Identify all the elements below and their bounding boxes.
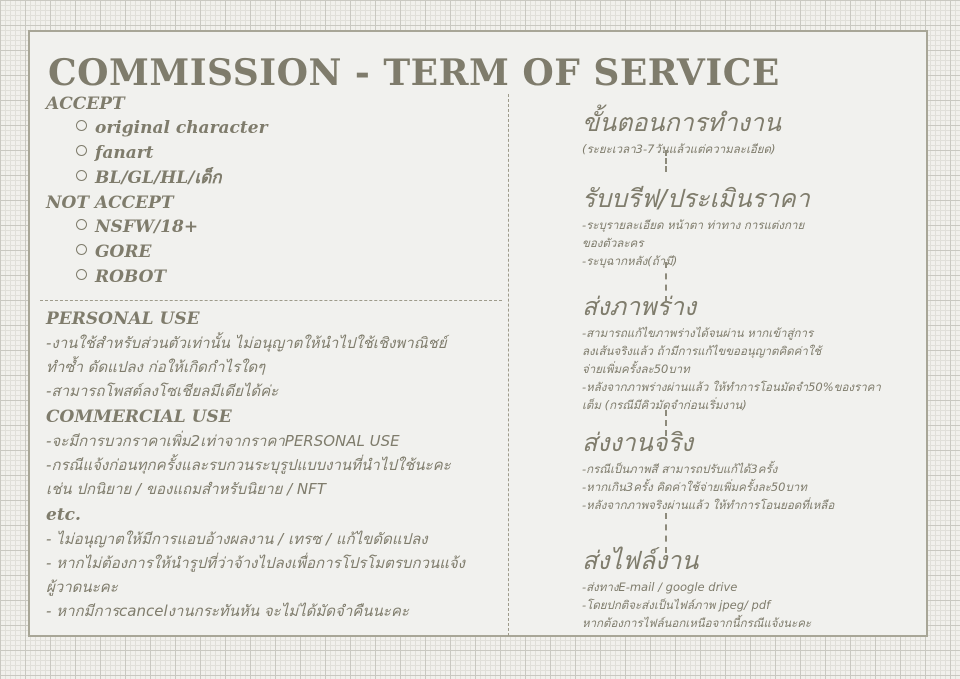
step-line: -หลังจากภาพร่างผ่านแล้ว ให้ทำการโอนมัดจำ50%ของราคา <box>582 380 881 394</box>
step-line: -ระบุรายละเอียด หน้าตา ท่าทาง การแต่งกาย <box>582 218 805 232</box>
step-line: หากต้องการไฟล์นอกเหนือจากนี้กรณีแจ้งนะคะ <box>582 616 812 630</box>
etc-line: ผู้วาดนะคะ <box>46 578 118 596</box>
etc-line: - หากไม่ต้องการให้นำรูปที่ว่าจ้างไปลงเพื่อการโปรโมตรบกวนแจ้ง <box>46 554 465 572</box>
personal-use-heading: PERSONAL USE <box>46 309 200 329</box>
step-sketch <box>582 290 881 414</box>
step-workflow <box>582 106 781 158</box>
step-delivery <box>582 544 811 632</box>
commercial-use-line: -จะมีการบวกราคาเพิ่ม2เท่าจากราคาPERSONAL USE <box>46 432 400 450</box>
section-divider <box>40 300 502 301</box>
page-title: COMMISSION - TERM OF SERVICE <box>48 52 780 94</box>
not-accept-item <box>46 240 496 265</box>
bullet-circle-icon <box>76 145 87 156</box>
step-line: ของตัวละคร <box>582 236 644 250</box>
bullet-circle-icon <box>76 120 87 131</box>
step-connector <box>665 410 667 436</box>
step-connector <box>665 513 667 553</box>
personal-use-line: ทำซ้ำ ดัดแปลง ก่อให้เกิดกำไรใดๆ <box>46 358 266 376</box>
etc-heading: etc. <box>46 505 81 525</box>
bullet-circle-icon <box>76 219 87 230</box>
accept-item <box>46 166 496 191</box>
bullet-circle-icon <box>76 244 87 255</box>
step-line: -ระบุฉากหลัง(ถ้ามี) <box>582 254 678 268</box>
not-accept-heading: NOT ACCEPT <box>46 193 174 213</box>
step-line: จ่ายเพิ่มครั้งละ50บาท <box>582 362 690 376</box>
accept-item <box>46 141 496 166</box>
step-connector <box>665 262 667 302</box>
step-line: เต็ม (กรณีมีคิวมัดจำก่อนเริ่มงาน) <box>582 398 747 412</box>
step-title: รับบรีฟ/ประเมินราคา <box>582 184 810 213</box>
step-line: ลงเส้นจริงแล้ว ถ้ามีการแก้ไขขออนุญาตคิดค่าใช้ <box>582 344 822 358</box>
commercial-use-line: -กรณีแจ้งก่อนทุกครั้งและรบกวนระบุรูปแบบงานที่นำไปใช้นะคะ <box>46 456 451 474</box>
not-accept-item-label: ROBOT <box>95 267 167 287</box>
accept-item-label: fanart <box>95 143 154 163</box>
personal-use-line: -สามารถโพสต์ลงโซเชียลมีเดียได้ค่ะ <box>46 382 279 400</box>
left-column <box>46 92 496 623</box>
step-title: ขั้นตอนการทำงาน <box>582 108 781 137</box>
step-title: ส่งภาพร่าง <box>582 292 697 321</box>
step-brief <box>582 182 810 270</box>
bullet-circle-icon <box>76 269 87 280</box>
step-line: -หลังจากภาพจริงผ่านแล้ว ให้ทำการโอนยอดที่เหลือ <box>582 498 835 512</box>
step-title: ส่งงานจริง <box>582 428 694 457</box>
personal-use-line: -งานใช้สำหรับส่วนตัวเท่านั้น ไม่อนุญาตให้นำไปใช้เชิงพาณิชย์ <box>46 334 447 352</box>
not-accept-item <box>46 265 496 290</box>
step-final <box>582 426 834 514</box>
not-accept-item-label: GORE <box>95 242 152 262</box>
step-title: ส่งไฟล์งาน <box>582 546 699 575</box>
step-line: -หากเกิน3ครั้ง คิดค่าใช้จ่ายเพิ่มครั้งละ50บาท <box>582 480 807 494</box>
accept-item <box>46 116 496 141</box>
terms-card <box>28 30 928 637</box>
not-accept-item-label: NSFW/18+ <box>95 217 199 237</box>
step-line: -สามารถแก้ไขภาพร่างได้จนผ่าน หากเข้าสู่การ <box>582 326 814 340</box>
step-line: -กรณีเป็นภาพสี สามารถปรับแก้ได้3ครั้ง <box>582 462 778 476</box>
accept-item-label: BL/GL/HL/เด็ก <box>95 168 222 188</box>
commercial-use-line: เช่น ปกนิยาย / ของแถมสำหรับนิยาย / NFT <box>46 480 326 498</box>
step-line: (ระยะเวลา3-7วันแล้วแต่ความละเอียด) <box>582 142 776 156</box>
step-connector <box>665 150 667 172</box>
accept-heading: ACCEPT <box>46 94 125 114</box>
etc-line: - หากมีการcancelงานกระทันหัน จะไม่ได้มัดจำคืนนะคะ <box>46 602 409 620</box>
bullet-circle-icon <box>76 170 87 181</box>
step-line: -ส่งทางE-mail / google drive <box>582 580 738 594</box>
not-accept-item <box>46 215 496 240</box>
step-line: -โดยปกติจะส่งเป็นไฟล์ภาพ jpeg/ pdf <box>582 598 771 612</box>
accept-item-label: original character <box>95 118 268 138</box>
column-divider <box>508 94 509 636</box>
commercial-use-heading: COMMERCIAL USE <box>46 407 232 427</box>
etc-line: - ไม่อนุญาตให้มีการแอบอ้างผลงาน / เทรซ / แก้ไขดัดแปลง <box>46 530 428 548</box>
